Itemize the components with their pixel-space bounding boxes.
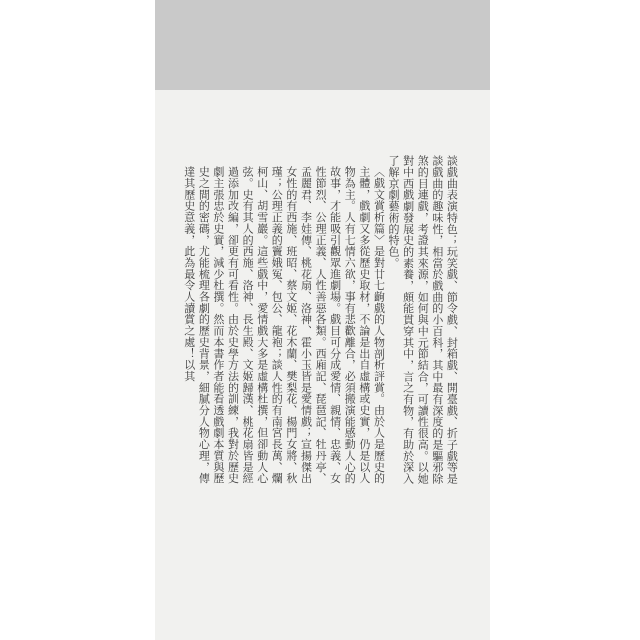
paragraph-2: 〈戲文賞析篇〉是對廿七齣戲的人物剖析評賞。由於人是歷史的主體，戲劇又多從歷史取材，不論是出自虛構或史實，仍是以人物為主。人有七情六欲，事有悲歡離合，必須搬演能感動人心的故事，才能吸引觀眾進劇場。戲目可分成愛情、親情、忠義、女性節烈、公理正義、人性善惡各類。西廂記、琵琶記、牡丹亭、孟麗君、李娃傳、桃花扇、洛神、霍小玉皆是愛情戲；宣揚傑出女性的有西施、班昭、蔡文姬、花木蘭、樊梨花、楊門女將、秋瑾；公理正義的竇娥冤、包公、龍袍；談人性的有南宮長萬、爛柯山、胡雪巖。這些戲中，愛情戲大多是虛構杜撰，但卻動人心弦。史有其人的西施、洛神、長生殿、文姬歸漢、桃花扇皆是經過添加改編，卻更有可看性。由於史學方法的訓練，我對於歷史劇主張忠於史實，減少杜撰。然而本書作者能看透戲劇本質與歷史之間的密碼，尤能梳理各劇的歷史背景，細膩分人物心理，傳達其歷史意義，此為最令人讀賞之處！以其 — [182, 166, 386, 484]
paragraph-1: 談戲曲表演特色；玩笑戲、節令戲、封箱戲、開臺戲、折子戲等是談戲曲的趣味性，相當於戲曲的小百科，其中最有深度的是驅邪除煞的目連戲，考證其來源，如何與中元節結合，可讀性很高。以她對中西戲劇發展史的素養，頗能貫穿其中，言之有物，有助於深入了解京劇藝術的特色。 — [387, 155, 459, 485]
top-gray-band — [155, 0, 490, 90]
vertical-text-block — [173, 155, 473, 495]
